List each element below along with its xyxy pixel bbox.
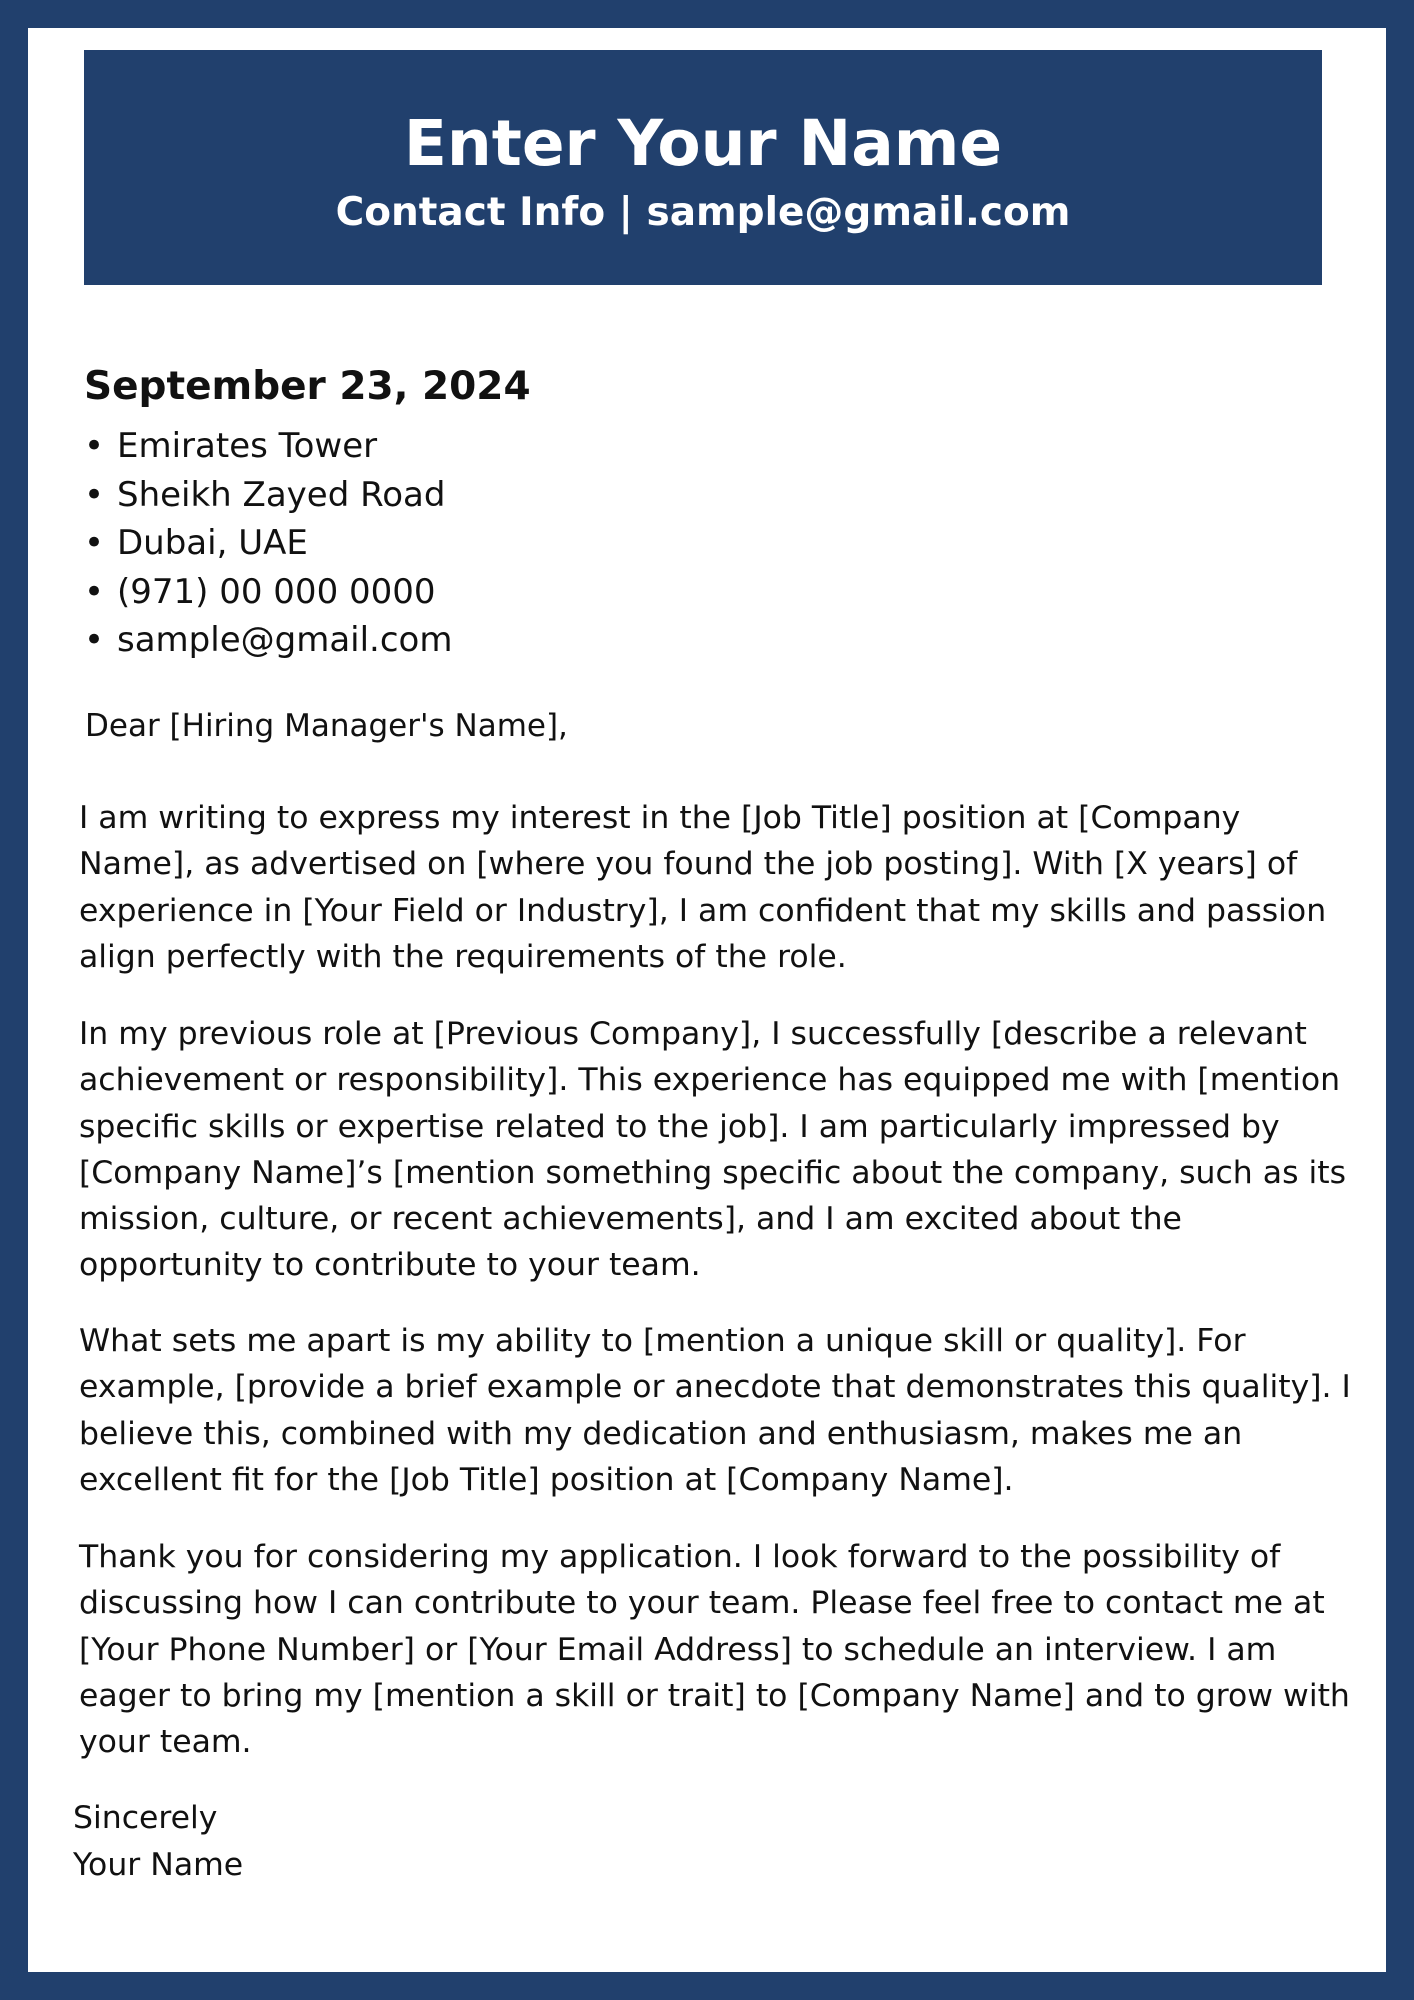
letter-date: September 23, 2024 (84, 364, 531, 409)
bullet-icon: • (84, 620, 105, 660)
body-paragraph: Thank you for considering my application. I look forward to the possibility of discussing how I can contribute to your team. Please feel free to contact me at [Your Phone Number] or [Your Email Address] to schedule an interview. I am eager to bring my [mention a skill or trait] to [Company Name] and to grow with your team. (79, 1539, 1350, 1761)
address-line (84, 519, 452, 568)
address-line (84, 568, 452, 617)
closing-block (73, 1795, 243, 1889)
valediction: Sincerely (73, 1800, 218, 1836)
address-line-text: (971) 00 000 0000 (117, 571, 436, 612)
signature-name: Your Name (73, 1847, 244, 1883)
letter-page (28, 28, 1386, 1972)
salutation: Dear [Hiring Manager's Name], (85, 708, 568, 744)
address-line-text: Dubai, UAE (117, 523, 308, 563)
address-line-text: sample@gmail.com (117, 620, 453, 660)
body-paragraph: What sets me apart is my ability to [mention a unique skill or quality]. For example, [provide a brief example or anecdote that demonstrates this quality]. I believe this, combined with my dedication and enthusiasm, makes me an excellent fit for the [Job Title] position at [Company Name]. (79, 1323, 1351, 1498)
address-line (84, 471, 452, 520)
bullet-icon: • (84, 523, 105, 563)
address-line-text: Emirates Tower (117, 426, 378, 466)
applicant-name: Enter Your Name (403, 107, 1003, 180)
contact-info: Contact Info | sample@gmail.com (335, 190, 1071, 235)
address-line-text: Sheikh Zayed Road (117, 474, 446, 515)
address-line (84, 422, 452, 471)
bullet-icon: • (84, 474, 105, 515)
address-line (84, 616, 452, 665)
header-banner (84, 50, 1322, 285)
body-paragraph: In my previous role at [Previous Company], I successfully [describe a relevant achievement or responsibility]. This experience has equipped me with [mention specific skills or expertise related to the job]. I am particularly impressed by [Company Name]’s [mention something specific about the company, such as its mission, culture, or recent achievements], and I am excited about the opportunity to contribute to your team. (79, 1016, 1347, 1284)
body-paragraph: I am writing to express my interest in the [Job Title] position at [Company Name], as advertised on [where you found the job posting]. With [X years] of experience in [Your Field or Industry], I am confident that my skills and passion align perfectly with the requirements of the role. (79, 800, 1327, 975)
bullet-icon: • (84, 571, 105, 612)
bullet-icon: • (84, 426, 105, 466)
recipient-address-list (84, 422, 452, 665)
